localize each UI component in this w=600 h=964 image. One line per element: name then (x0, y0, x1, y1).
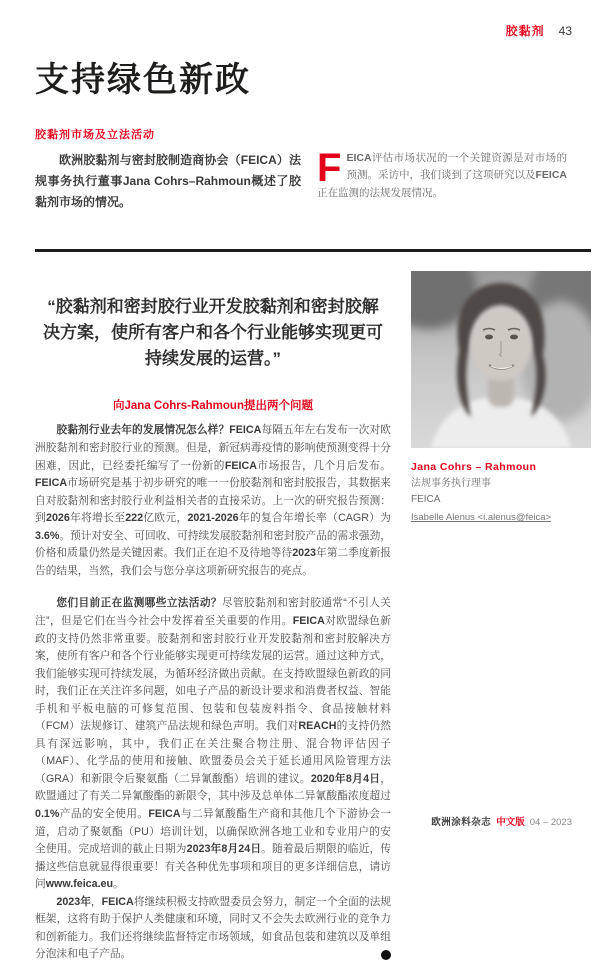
text-segment: 年将增长至 (69, 512, 126, 525)
text-segment: ， (90, 895, 102, 908)
text-segment: 产品的安全使用。 (59, 807, 149, 820)
main-content (35, 262, 591, 964)
text-segment: EICA (346, 152, 372, 164)
text-segment: 0.1% (35, 807, 60, 820)
text-segment: 对欧盟绿色新政的支持仍然非常重要。胶黏剂和密封胶行业开发胶黏剂和密封胶解决方案，使所有客户和各个行业能够实现更可持续发展的运营。通过这种方式，我们能够实现可持续发展，为循环经济做出贡献。在支持欧盟绿色新政的同时，我们正在关注许多问题，如电子产品的新设计要求和消费者权益、智能手机和平板电脑的可修复范围、包装和包装废料指令、食品接触材料（FCM）法规修订、建筑产品法规和绿色声明。我们对 (35, 614, 391, 733)
footer-issue: 04 – 2023 (529, 817, 572, 828)
text-segment: 市场研究是基于初步研究的唯一一份胶黏剂和密封胶报告，其数据来自对胶黏剂和密封胶行业利益相关者的直接采访。上一次的研究报告预测：到 (35, 477, 391, 525)
text-segment: 。随着最后期限的临近，传播这些信息就显得很重要！有关各种优先事项和项目的更多详细信息，请访问 (35, 843, 391, 891)
text-segment: FEICA (292, 614, 325, 627)
text-segment: 。 (113, 878, 124, 891)
page-header (506, 22, 572, 39)
page-subtitle: 胶黏剂市场及立法活动 (35, 129, 155, 141)
text-segment: 222 (125, 512, 144, 525)
footer-edition: 中文版 (496, 817, 525, 828)
text-segment: 2023年8月24日 (186, 843, 262, 856)
text-segment: 2023年 (56, 895, 91, 908)
text-segment: 2026 (46, 512, 70, 525)
text-segment: 市场报告，几个月后发布。 (256, 459, 391, 472)
text-segment: ，欧盟通过了有关二异氰酸酯的新限令，其中涉及总单体二异氰酸酯浓度超过 (35, 772, 391, 803)
sidebar (411, 262, 591, 964)
section-label: 胶黏剂 (505, 24, 545, 38)
end-of-article-icon: ◀ (381, 950, 391, 960)
pull-quote: “胶黏剂和密封胶行业开发胶黏剂和密封胶解决方案，使所有客户和各个行业能够实现更可持续发展的运营。” (43, 297, 383, 368)
text-segment: REACH (298, 720, 337, 733)
text-segment: 2023 (292, 547, 316, 560)
text-segment: FEICA (35, 477, 68, 490)
text-segment: 胶黏剂行业去年的发展情况怎么样？ (56, 424, 230, 437)
page-number: 43 (558, 24, 572, 38)
contact-email-link[interactable]: Isabelle Alenus <i.alenus@feica> (411, 512, 552, 523)
text-segment: 年第二季度新报告的结果，当然，我们会与您分享这项新研究报告的亮点。 (35, 547, 391, 577)
page-footer (431, 814, 572, 828)
text-segment: FEICA (148, 807, 181, 820)
caption-name: Jana Cohrs – Rahmoun (411, 461, 537, 473)
body-paragraph (35, 422, 391, 580)
page-title: 支持绿色新政 (35, 61, 251, 99)
article-body (35, 422, 408, 963)
text-segment: www.feica.eu (45, 878, 114, 891)
photo-caption (411, 461, 591, 525)
text-segment: 的支持仍然具有深远影响，其中，我们正在关注聚合物注册、混合物评估因子（MAF）、化学品的使用和接触、欧盟委员会关于延长通用风险管理方法（GRA）和新限令后聚氨酯（二异氰酸酯）培训的建议。 (35, 720, 391, 785)
text-segment: 评估市场状况的一个关键资源是对市场的预测。采访中，我们谈到了这项研究以及 (346, 152, 567, 182)
text-segment: 亿欧元， (143, 512, 188, 525)
footer-magazine-name: 欧洲涂料杂志 (431, 817, 492, 828)
text-segment: 3.6% (35, 529, 60, 542)
question-heading: 向Jana Cohrs-Rahmoun提出两个问题 (113, 400, 313, 413)
body-paragraph (35, 894, 408, 964)
intro-standfirst (317, 146, 567, 213)
text-segment: 每隔五年左右发布一次对欧洲胶黏剂和密封胶行业的预测。但是，新冠病毒疫情的影响使预测变得十分困难，因此，已经委托编写了一份新的 (35, 424, 391, 472)
text-segment: 。预计对安全、可回收、可持续发展胶黏剂和密封胶产品的需求强劲，价格和质量仍然是关键因素。我们正在迫不及待地等待 (35, 529, 391, 560)
text-segment: 2021-2026 (187, 512, 239, 525)
caption-role: 法规事务执行理事 (411, 478, 491, 489)
text-segment: 正在监测的法规发展情况。 (317, 186, 443, 199)
dropcap-letter: F (317, 146, 342, 190)
text-segment: 与二异氰酸酯生产商和其他几个下游协会一道，启动了聚氨酯（PU）培训计划，以确保欧洲各地工业和专业用户的安全使用。完成培训的截止日期为 (35, 807, 391, 856)
text-segment: 您们目前正在监测哪些立法活动？ (56, 597, 222, 610)
intro-block (35, 146, 567, 213)
text-segment: FEICA (224, 459, 257, 472)
intro-lead-text: 欧洲胶黏剂与密封胶制造商协会（FEICA）法规事务执行董事Jana Cohrs–Rahmoun概述了胶黏剂市场的情况。 (35, 153, 301, 209)
text-segment: 将继续积极支持欧盟委员会努力，制定一个全面的法规框架，这将有助于保护人类健康和环境，同时又不会失去欧洲行业的竞争力和创新能力。我们还将继续监督特定市场领域，如食品包装和建筑以及单组分泡沫和电子产品。 (35, 895, 391, 961)
horizontal-rule (35, 249, 591, 252)
text-segment: FEICA (229, 424, 262, 437)
text-segment: 尽管胶黏剂和密封胶通常“不引人关注”，但是它们在当今社会中发挥着至关重要的作用。 (35, 597, 391, 627)
text-segment: FEICA (535, 169, 567, 182)
article-column (35, 262, 408, 964)
intro-standfirst-text (317, 146, 567, 199)
text-segment: 年的复合年增长率（CAGR）为 (238, 512, 391, 525)
text-segment: FEICA (101, 895, 134, 908)
text-segment: 2020年8月4日 (310, 772, 381, 785)
portrait-photo (411, 271, 591, 448)
caption-org: FEICA (411, 493, 441, 505)
